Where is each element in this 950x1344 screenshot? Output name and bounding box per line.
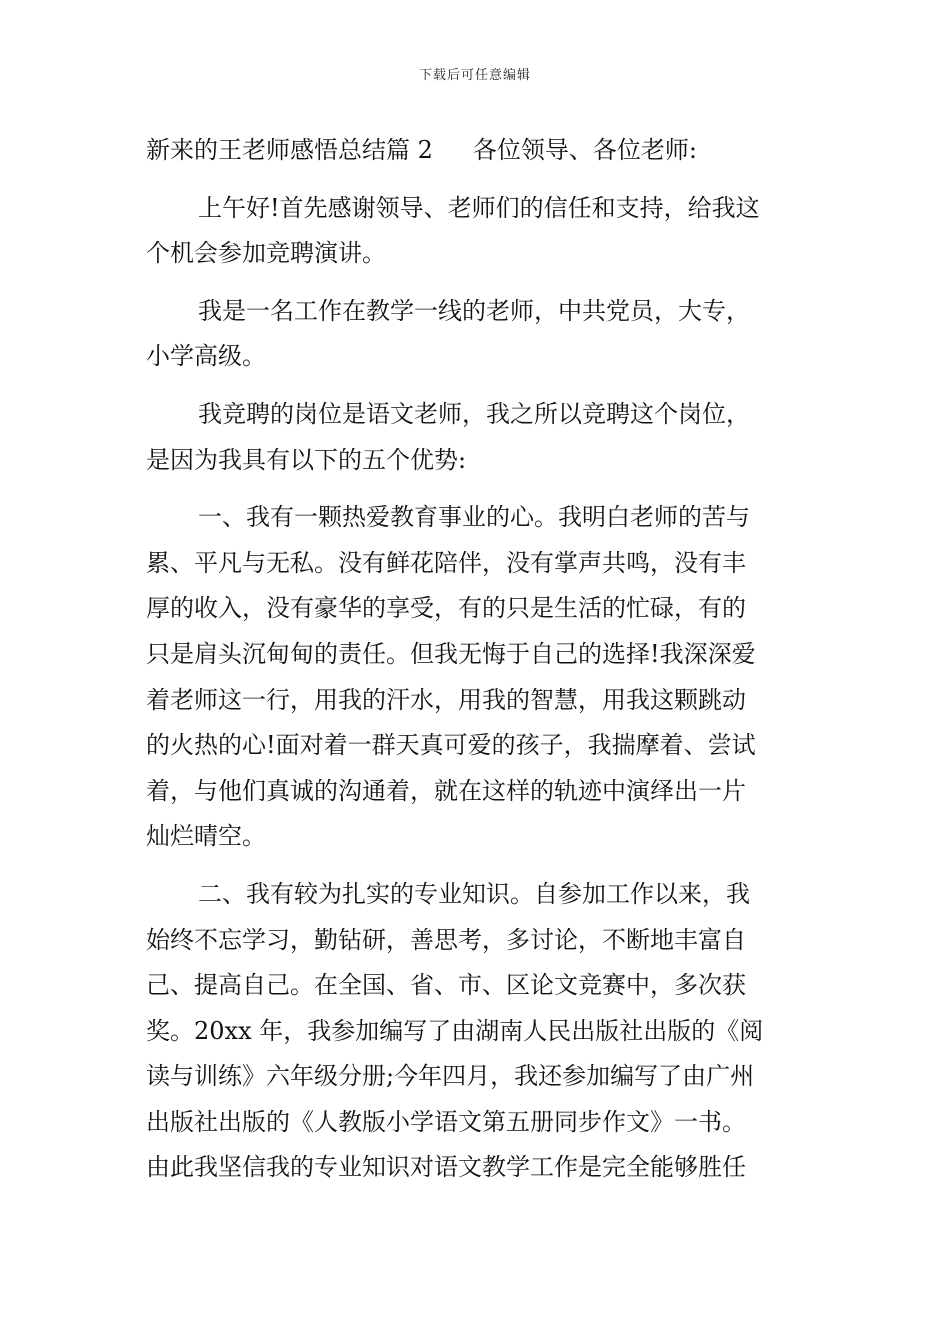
paragraph-line: 灿烂晴空。 [146, 822, 266, 851]
paragraph [146, 186, 808, 277]
paragraph-line: 二、我有较为扎实的专业知识。自参加工作以来，我 [198, 879, 750, 908]
paragraph-line: 一、我有一颗热爱教育事业的心。我明白老师的苦与 [198, 503, 750, 532]
title-line [146, 128, 808, 174]
paragraph-line: 的火热的心!面对着一群天真可爱的孩子，我揣摩着、尝试 [146, 731, 756, 760]
paragraph-line: 小学高级。 [146, 342, 266, 371]
paragraph-line: 累、平凡与无私。没有鲜花陪伴，没有掌声共鸣，没有丰 [146, 548, 746, 577]
paragraph-line: 读与训练》六年级分册;今年四月，我还参加编写了由广州 [146, 1062, 755, 1091]
document-body [146, 128, 808, 1191]
paragraph-line: 我竞聘的岗位是语文老师，我之所以竞聘这个岗位， [198, 399, 750, 428]
paragraph-line: 着老师这一行，用我的汗水，用我的智慧，用我这颗跳动 [146, 685, 746, 714]
paragraph-line: 出版社出版的《人教版小学语文第五册同步作文》一书。 [146, 1107, 746, 1136]
paragraph-line: 上午好!首先感谢领导、老师们的信任和支持，给我这 [198, 193, 760, 222]
paragraph-line: 由此我坚信我的专业知识对语文教学工作是完全能够胜任 [146, 1153, 746, 1182]
paragraph [146, 289, 808, 380]
paragraph [146, 392, 808, 483]
greeting: 各位领导、各位老师: [472, 136, 697, 164]
paragraph-line: 我是一名工作在教学一线的老师，中共党员，大专， [198, 296, 750, 325]
paragraph-line: 个机会参加竞聘演讲。 [146, 239, 386, 268]
paragraph [146, 495, 808, 860]
header-note: 下载后可任意编辑 [418, 68, 531, 83]
paragraph-line: 是因为我具有以下的五个优势: [146, 445, 467, 474]
paragraph-line: 只是肩头沉甸甸的责任。但我无悔于自己的选择!我深深爱 [146, 639, 756, 668]
paragraph-line: 己、提高自己。在全国、省、市、区论文竞赛中，多次获 [146, 971, 746, 1000]
document-title: 新来的王老师感悟总结篇 2 [146, 136, 433, 164]
paragraph-line: 始终不忘学习，勤钻研，善思考，多讨论，不断地丰富自 [146, 925, 746, 954]
paragraph-line: 奖。20xx 年，我参加编写了由湖南人民出版社出版的《阅 [146, 1016, 764, 1045]
paragraph-line: 厚的收入，没有豪华的享受，有的只是生活的忙碌，有的 [146, 594, 746, 623]
paragraph-line: 着，与他们真诚的沟通着，就在这样的轨迹中演绎出一片 [146, 776, 746, 805]
paragraph [146, 872, 808, 1191]
